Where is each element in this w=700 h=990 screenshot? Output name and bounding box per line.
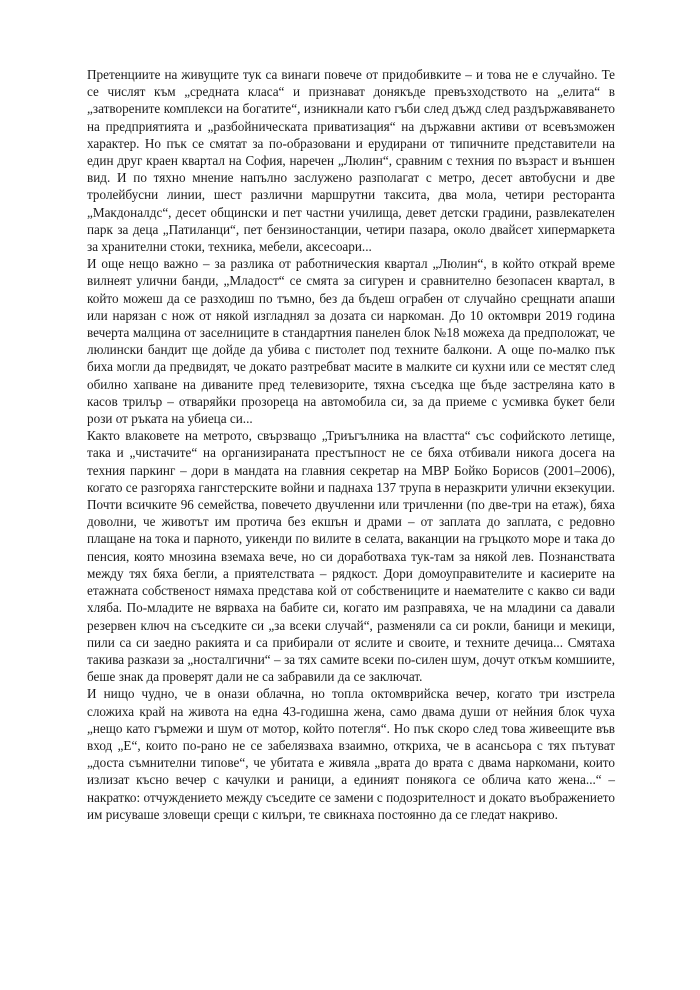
- paragraph-3: Както влаковете на метрото, свързващо „Триъгълника на властта“ със софийското летище, така и „чистачите“ на организираната престъпност не се бяха отбивали никога досега на техния паркинг – дори в мандата на главния секретар на МВР Бойко Борисов (2001–2006), когато се разгоряха гангстерските войни и паднаха 137 трупа в неразкрити улични екзекуции. Почти всичките 96 семейства, повечето двучленни или тричленни (по две-три на етаж), бяха доволни, че животът им протича без екшън и драми – от заплата до заплата, с редовно плащане на тока и парното, уикенди по вилите в селата, ваканции на гръцкото море и така до пенсия, която мнозина вземаха вече, но си доработваха тук-там за някой лев. Познанствата между тях бяха бегли, а приятелствата – рядкост. Дори домоуправителите и касиерите на етажната собственост нямаха представа кой от собствениците и наемателите с какво си вади хляба. По-младите не вярваха на бабите си, когато им разправяха, че на младини са давали резервен ключ на съседките си „за всеки случай“, разменяли са си рокли, баници и мекици, пили са си заедно ракията и са прибирали от яслите и своите, и техните дечица... Смятаха такива разкази за „носталгични“ – за тях самите всеки по-силен шум, дочут откъм комшиите, беше знак да проверят дали не са забравили да се заключат.: [87, 428, 615, 685]
- paragraph-2: И още нещо важно – за разлика от работническия квартал „Люлин“, в който открай време вилнеят улични банди, „Младост“ се смята за сигурен и сравнително безопасен квартал, в който можеш да се разходиш по тъмно, без да бъдеш ограбен от случайно срещнати апаши или нарязан с нож от някой изгладнял за дозата си наркоман. До 10 октомври 2019 година вечерта малцина от заселниците в стандартния панелен блок №18 можеха да предположат, че люлински бандит ще дойде да убива с пистолет под техните балкони. А още по-малко пък биха могли да предвидят, че докато разтребват масите в малките си кухни или се местят след обилно хапване на диваните пред телевизорите, тяхна съседка ще бъде застреляна като в касов трилър – отваряйки прозореца на автомобила си, за да приеме с усмивка букет бели рози от ръката на убиеца си...: [87, 256, 615, 427]
- document-page: [87, 66, 615, 823]
- paragraph-1: Претенциите на живущите тук са винаги повече от придобивките – и това не е случайно. Те се числят към „средната класа“ и признават донякъде превъзходството на „елита“ в „затворените комплекси на богатите“, изникнали като гъби след дъжд след раздържавяването на предприятията и „разбойническата приватизация“ на държавни активи от всевъзможен характер. Но пък се смятат за по-образовани и ерудирани от типичните представители на един друг краен квартал на София, наречен „Люлин“, сравним с техния по възраст и външен вид. И по тяхно мнение напълно заслужено разполагат с метро, десет автобусни и две тролейбусни линии, шест различни маршрутни таксита, два мола, четири ресторанта „Макдоналдс“, десет общински и пет частни училища, девет детски градини, развлекателен парк за деца „Патиланци“, пет бензиностанции, четири пазара, около двайсет хипермаркета за хранителни стоки, техника, мебели, аксесоари...: [87, 67, 615, 255]
- paragraph-4: И нищо чудно, че в онази облачна, но топла октомврийска вечер, когато три изстрела сложиха край на живота на една 43-годишна жена, само двама души от нейния блок чуха „нещо като гърмежи и шум от мотор, който потегля“. Но пък скоро след това живеещите във вход „Е“, които по-рано не се забелязваха взаимно, откриха, че в асансьора с тях пътуват „доста съмнителни типове“, че убитата е живяла „врата до врата с двама наркомани, които излизат късно вечер с качулки и раници, а единият понякога се облича като жена...“ – накратко: отчуждението между съседите се замени с подозрителност и докато въображението им рисуваше зловещи срещи с килъри, те свикнаха постоянно да се гледат накриво.: [87, 686, 615, 822]
